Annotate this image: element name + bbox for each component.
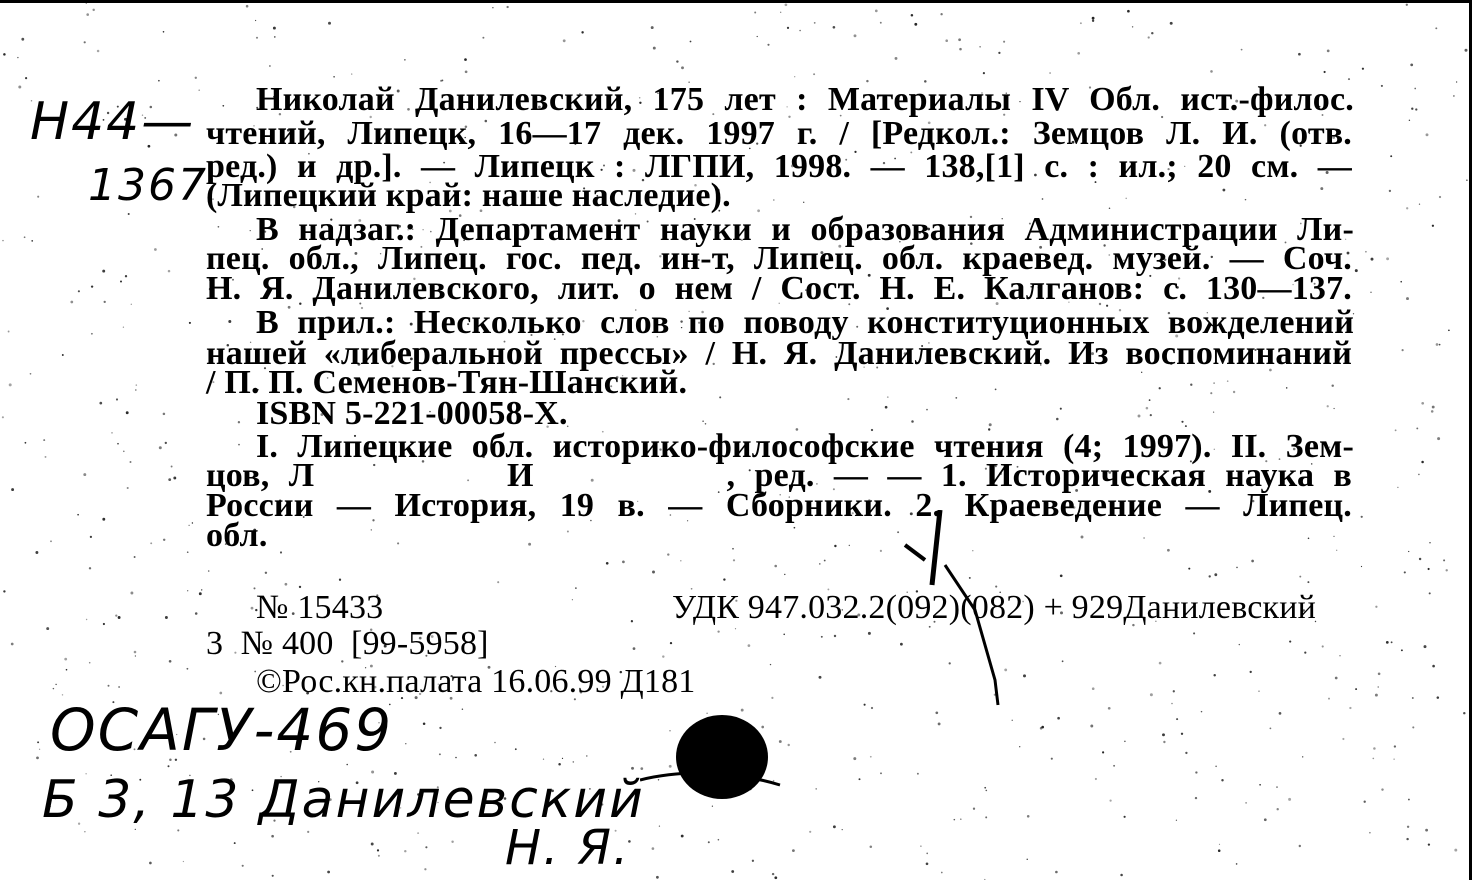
order-number: 3 № 400 [99-5958] [206,625,489,662]
card-line: В прил.: Несколько слов по поводу конституционных вожделений [256,304,1354,341]
record-number: № 15433 [256,589,384,626]
card-line: I. Липецкие обл. историко-философские чтения (4; 1997). II. Зем- [256,428,1354,465]
udk-code: УДК 947.032.2(092)(082) + 929Данилевский [672,589,1317,626]
handwritten-shelfmark: Н44— [30,92,196,152]
handwritten-shelfmark-number: 1367 [88,160,208,211]
handwritten-code: ОСАГУ-469 [50,696,394,764]
card-line: обл. [206,517,268,554]
card-line: Н. Я. Данилевского, лит. о нем / Сост. Н. Е. Калганов: с. 130—137. [206,270,1352,307]
card-line: / П. П. Семенов-Тян-Шанский. [206,364,688,401]
card-line: (Липецкий край: наше наследие). [206,177,731,214]
ink-stroke [640,740,800,820]
handwritten-initials: Н. Я. [505,820,631,876]
pencil-mark [880,510,1040,710]
card-line: ред.) и др.]. — Липецк : ЛГПИ, 1998. — 138,[1] с. : ил.; 20 см. — [206,148,1352,185]
card-line: пец. обл., Липец. гос. пед. ин-т, Липец. обл. краевед. музей. — Соч. [206,240,1352,277]
card-line: России — История, 19 в. — Сборники. 2. Краеведение — Липец. [206,487,1352,524]
card-line: В надзаг.: Департамент науки и образования Администрации Ли- [256,211,1354,248]
card-line: цов, Л И , ред. — — 1. Историческая наука в [206,457,1352,494]
imprint: ©Рос.кн.палата 16.06.99 Д181 [256,663,696,700]
card-line: нашей «либеральной прессы» / Н. Я. Данилевский. Из воспоминаний [206,335,1352,372]
isbn: ISBN 5-221-00058-X. [256,395,568,432]
handwritten-subject: Б 3, 13 Данилевский [42,770,645,830]
card-line: чтений, Липецк, 16—17 дек. 1997 г. / [Редкол.: Земцов Л. И. (отв. [206,115,1352,152]
card-line: Николай Данилевский, 175 лет : Материалы IV Обл. ист.-филос. [256,81,1354,118]
